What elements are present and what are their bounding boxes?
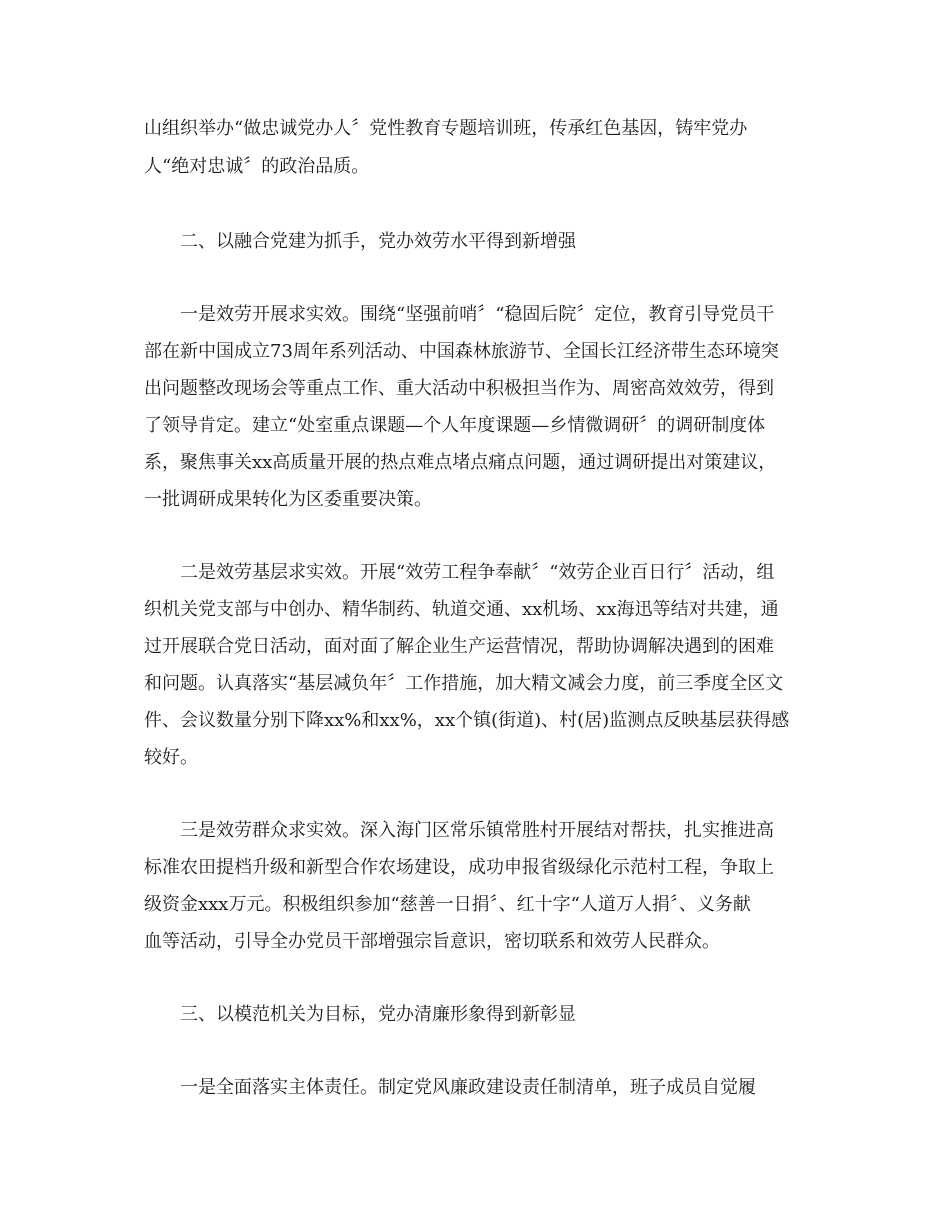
paragraph-line: 出问题整改现场会等重点工作、重大活动中积极担当作为、周密高效效劳，得到 (144, 378, 774, 399)
section-heading: 三、以模范机关为目标，党办清廉形象得到新彰显 (180, 1004, 576, 1025)
paragraph-line: 血等活动，引导全办党员干部增强宗旨意识，密切联系和效劳人民群众。 (144, 931, 720, 952)
paragraph-line: 了领导肯定。建立“处室重点课题—个人年度课题—乡情微调研〞的调研制度体 (144, 415, 766, 436)
paragraph-line: 一批调研成果转化为区委重要决策。 (144, 489, 432, 510)
paragraph-line: 人“绝对忠诚〞的政治品质。 (144, 156, 370, 177)
paragraph-line: 级资金xxx万元。积极组织参加“慈善一日捐〞、红十字“人道万人捐〞、义务献 (144, 894, 751, 915)
paragraph-line: 和问题。认真落实“基层减负年〞工作措施，加大精文减会力度，前三季度全区文 (144, 673, 784, 694)
paragraph-line: 二是效劳基层求实效。开展“效劳工程争奉献〞“效劳企业百日行〞活动，组 (180, 562, 775, 583)
paragraph-line: 山组织举办“做忠诚党办人〞党性教育专题培训班，传承红色基因，铸牢党办 (144, 118, 748, 139)
paragraph-line: 过开展联合党日活动，面对面了解企业生产运营情况，帮助协调解决遇到的困难 (144, 636, 774, 657)
section-heading: 二、以融合党建为抓手，党办效劳水平得到新增强 (180, 231, 576, 252)
paragraph-line: 一是效劳开展求实效。围绕“坚强前哨〞“稳固后院〞定位，教育引导党员干 (180, 304, 775, 325)
paragraph-line: 一是全面落实主体责任。制定党风廉政建设责任制清单，班子成员自觉履 (180, 1077, 756, 1098)
paragraph-line: 系，聚焦事关xx高质量开展的热点难点堵点痛点问题，通过调研提出对策建议， (144, 452, 777, 473)
paragraph-line: 织机关党支部与中创办、精华制药、轨道交通、xx机场、xx海迅等结对共建，通 (144, 599, 779, 620)
paragraph-line: 件、会议数量分别下降xx%和xx%，xx个镇(街道)、村(居)监测点反映基层获得感 (144, 710, 790, 731)
paragraph-line: 标准农田提档升级和新型合作农场建设，成功申报省级绿化示范村工程，争取上 (144, 857, 774, 878)
paragraph-line: 三是效劳群众求实效。深入海门区常乐镇常胜村开展结对帮扶，扎实推进高 (180, 820, 774, 841)
paragraph-line: 部在新中国成立73周年系列活动、中国森林旅游节、全国长江经济带生态环境突 (144, 341, 779, 362)
paragraph-line: 较好。 (144, 747, 198, 768)
